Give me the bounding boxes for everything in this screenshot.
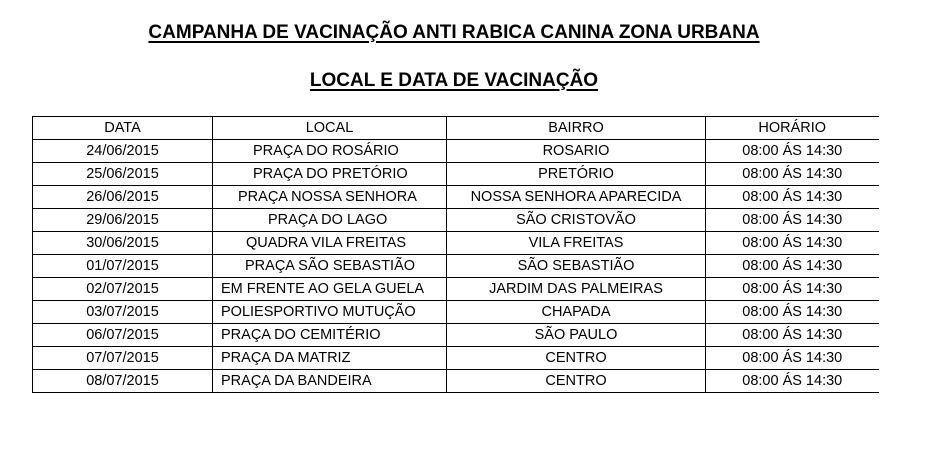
- table-row: [33, 163, 879, 186]
- cell-local: [213, 255, 447, 278]
- cell-bairro: SÃO PAULO: [447, 324, 706, 347]
- cell-local-text: QUADRA VILA FREITAS: [246, 235, 407, 251]
- cell-data: 07/07/2015: [33, 347, 213, 370]
- cell-local-text: PRAÇA DO ROSÁRIO: [253, 143, 399, 159]
- cell-local: [213, 370, 447, 393]
- cell-local: [213, 140, 447, 163]
- cell-data: 03/07/2015: [33, 301, 213, 324]
- cell-data: 08/07/2015: [33, 370, 213, 393]
- table-body: [33, 140, 879, 393]
- cell-bairro: NOSSA SENHORA APARECIDA: [447, 186, 706, 209]
- cell-local-text: POLIESPORTIVO MUTUÇÃO: [221, 304, 416, 320]
- document-subtitle: LOCAL E DATA DE VACINAÇÃO: [309, 70, 599, 91]
- cell-data: 29/06/2015: [33, 209, 213, 232]
- vaccination-schedule-table: [32, 116, 879, 393]
- column-header-bairro: BAIRRO: [447, 117, 706, 140]
- cell-bairro: CENTRO: [447, 370, 706, 393]
- cell-horario: 08:00 ÁS 14:30: [706, 232, 879, 255]
- cell-local-text: PRAÇA DO LAGO: [268, 212, 388, 228]
- cell-bairro: JARDIM DAS PALMEIRAS: [447, 278, 706, 301]
- cell-local: [213, 232, 447, 255]
- cell-horario: 08:00 ÁS 14:30: [706, 324, 879, 347]
- cell-data: 01/07/2015: [33, 255, 213, 278]
- cell-horario: 08:00 ÁS 14:30: [706, 140, 879, 163]
- column-header-data: DATA: [33, 117, 213, 140]
- cell-horario: 08:00 ÁS 14:30: [706, 255, 879, 278]
- document-title: CAMPANHA DE VACINAÇÃO ANTI RABICA CANINA ZONA URBANA: [148, 22, 760, 43]
- cell-local: [213, 324, 447, 347]
- table-row: [33, 347, 879, 370]
- cell-local-text: PRAÇA SÃO SEBASTIÃO: [245, 258, 416, 274]
- cell-local-text: PRAÇA DO PRETÓRIO: [253, 166, 408, 182]
- table-row: [33, 140, 879, 163]
- cell-bairro: PRETÓRIO: [447, 163, 706, 186]
- cell-local: [213, 278, 447, 301]
- cell-local: [213, 347, 447, 370]
- table-row: [33, 324, 879, 347]
- cell-horario: 08:00 ÁS 14:30: [706, 370, 879, 393]
- cell-horario: 08:00 ÁS 14:30: [706, 278, 879, 301]
- table-row: [33, 255, 879, 278]
- cell-bairro: CHAPADA: [447, 301, 706, 324]
- table-row: [33, 278, 879, 301]
- column-header-horario: HORÁRIO: [706, 117, 879, 140]
- column-header-local: LOCAL: [213, 117, 447, 140]
- cell-local: [213, 209, 447, 232]
- cell-local-text: EM FRENTE AO GELA GUELA: [221, 281, 425, 297]
- cell-horario: 08:00 ÁS 14:30: [706, 347, 879, 370]
- cell-bairro: VILA FREITAS: [447, 232, 706, 255]
- cell-local: [213, 186, 447, 209]
- cell-data: 24/06/2015: [33, 140, 213, 163]
- table-row: [33, 370, 879, 393]
- table-header-row: [33, 117, 879, 140]
- cell-data: 30/06/2015: [33, 232, 213, 255]
- cell-local-text: PRAÇA DA MATRIZ: [221, 350, 351, 366]
- cell-local: [213, 163, 447, 186]
- table-row: [33, 209, 879, 232]
- cell-data: 25/06/2015: [33, 163, 213, 186]
- cell-local-text: PRAÇA NOSSA SENHORA: [238, 189, 417, 205]
- table-row: [33, 301, 879, 324]
- cell-bairro: ROSARIO: [447, 140, 706, 163]
- cell-local-text: PRAÇA DO CEMITÉRIO: [221, 327, 381, 343]
- table-row: [33, 186, 879, 209]
- cell-horario: 08:00 ÁS 14:30: [706, 209, 879, 232]
- cell-bairro: SÃO CRISTOVÃO: [447, 209, 706, 232]
- cell-bairro: SÃO SEBASTIÃO: [447, 255, 706, 278]
- cell-local: [213, 301, 447, 324]
- cell-data: 02/07/2015: [33, 278, 213, 301]
- cell-bairro: CENTRO: [447, 347, 706, 370]
- table-row: [33, 232, 879, 255]
- cell-local-text: PRAÇA DA BANDEIRA: [221, 373, 372, 389]
- cell-horario: 08:00 ÁS 14:30: [706, 163, 879, 186]
- cell-data: 26/06/2015: [33, 186, 213, 209]
- cell-horario: 08:00 ÁS 14:30: [706, 301, 879, 324]
- cell-horario: 08:00 ÁS 14:30: [706, 186, 879, 209]
- cell-data: 06/07/2015: [33, 324, 213, 347]
